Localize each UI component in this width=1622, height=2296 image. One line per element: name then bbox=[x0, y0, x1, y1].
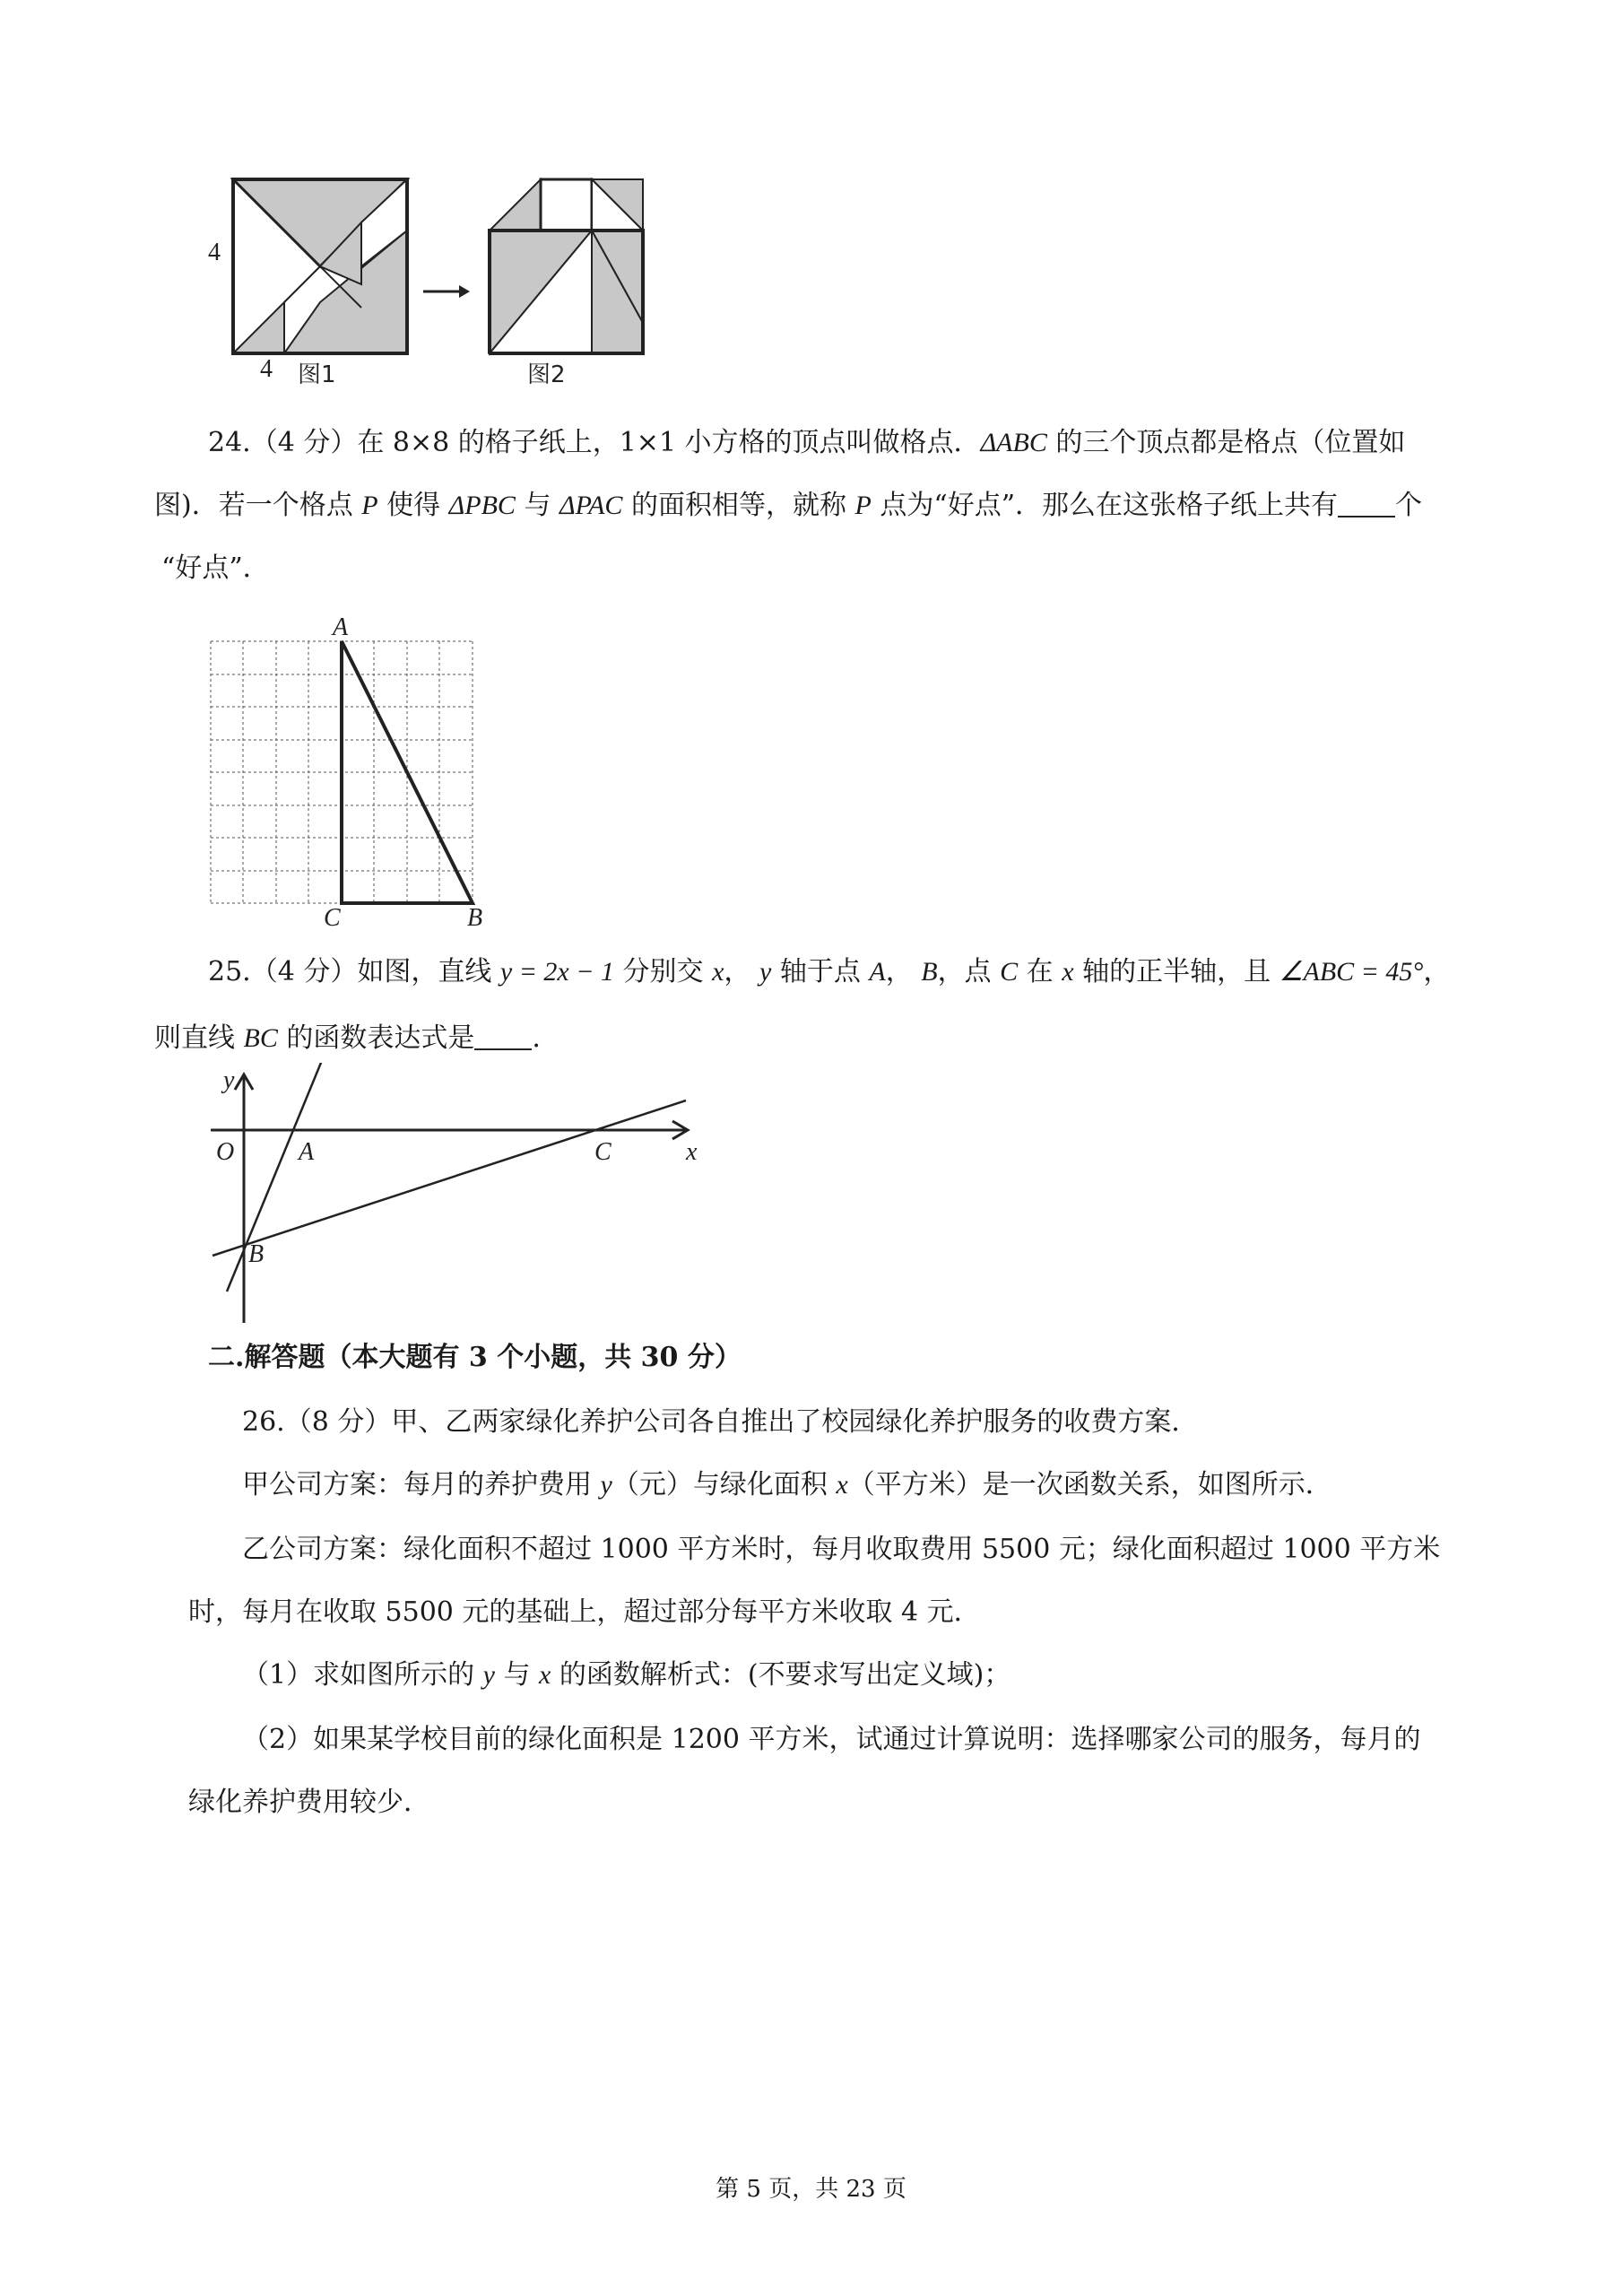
label-x: x bbox=[686, 1138, 698, 1166]
q24-line2: 图)．若一个格点 P 使得 ΔPBC 与 ΔPAC 的面积相等，就称 P 点为“好点”．那么在这张格子纸上共有 个 bbox=[154, 490, 1423, 521]
grid-figure bbox=[202, 610, 498, 933]
q26-line5: （1）求如图所示的 y 与 x 的函数解析式：(不要求写出定义域)； bbox=[242, 1659, 1011, 1691]
fig1-bottom-label: 4 bbox=[260, 355, 273, 383]
tangram-figures bbox=[197, 161, 699, 395]
label-y: y bbox=[223, 1066, 235, 1094]
label-c: C bbox=[324, 904, 341, 932]
fig1-side-label: 4 bbox=[208, 239, 221, 266]
coordinate-graph bbox=[202, 1063, 722, 1323]
figure-1 bbox=[233, 179, 407, 353]
line-bc bbox=[213, 1100, 686, 1256]
q26-line3: 乙公司方案：绿化面积不超过 1000 平方米时，每月收取费用 5500 元；绿化面积超过 1000 平方米 bbox=[242, 1534, 1441, 1565]
answer-blank-24[interactable] bbox=[1338, 491, 1395, 517]
y-axis bbox=[235, 1074, 253, 1323]
label-a-graph: A bbox=[299, 1138, 315, 1166]
label-b-graph: B bbox=[248, 1240, 265, 1268]
q26-line7: 绿化养护费用较少． bbox=[188, 1787, 430, 1818]
line-ab bbox=[227, 1063, 323, 1292]
label-b: B bbox=[467, 904, 483, 932]
q26-line4: 时，每月在收取 5500 元的基础上，超过部分每平方米收取 4 元． bbox=[188, 1596, 981, 1628]
figure-2 bbox=[490, 179, 643, 353]
fig2-caption: 图2 bbox=[527, 361, 566, 388]
answer-blank-25[interactable] bbox=[474, 1023, 532, 1050]
q26-line6: （2）如果某学校目前的绿化面积是 1200 平方米，试通过计算说明：选择哪家公司的服务，每月的 bbox=[242, 1724, 1421, 1755]
label-c-graph: C bbox=[594, 1138, 612, 1166]
q24-line1: 24.（4 分）在 8×8 的格子纸上，1×1 小方格的顶点叫做格点．ΔABC 的三个顶点都是格点（位置如 bbox=[208, 427, 1406, 458]
page-footer: 第 5 页，共 23 页 bbox=[716, 2176, 906, 2203]
q26-line2: 甲公司方案：每月的养护费用 y（元）与绿化面积 x（平方米）是一次函数关系，如图所示． bbox=[242, 1469, 1332, 1500]
label-o: O bbox=[216, 1138, 235, 1166]
arrow-icon bbox=[423, 285, 470, 298]
label-a: A bbox=[333, 613, 349, 641]
q24-line3: “好点”． bbox=[161, 552, 270, 584]
fig1-caption: 图1 bbox=[298, 361, 336, 388]
q25-line2: 则直线 BC 的函数表达式是 ． bbox=[154, 1022, 559, 1054]
section-title: 二.解答题（本大题有 3 个小题，共 30 分） bbox=[208, 1342, 742, 1373]
q26-line1: 26.（8 分）甲、乙两家绿化养护公司各自推出了校园绿化养护服务的收费方案． bbox=[242, 1406, 1199, 1438]
q25-line1: 25.（4 分）如图，直线 y = 2x − 1 分别交 x， y 轴于点 A， B，点 C 在 x 轴的正半轴，且 ∠ABC = 45°， bbox=[208, 956, 1451, 987]
